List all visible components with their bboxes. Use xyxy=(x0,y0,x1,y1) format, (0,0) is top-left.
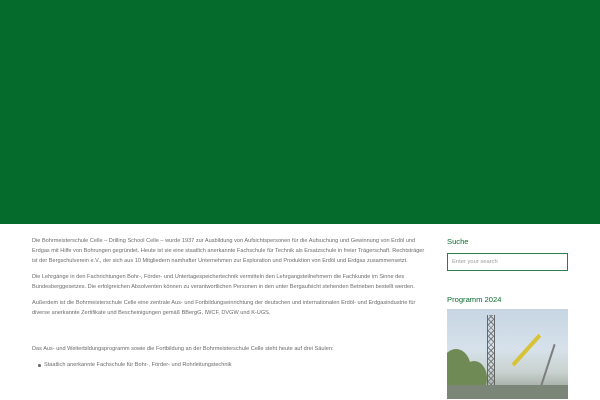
crane-arm-shape xyxy=(512,334,542,366)
pillars-list xyxy=(32,360,428,370)
intro-paragraph: Die Bohrmeisterschule Celle – Drilling School Celle – wurde 1937 zur Ausbildung von Aufsichtspersonen für die Aufsuchung und Gewinnung von Erdöl und Erdgas mit Hilfe von Bohrungen gegründet. Heute ist sie eine staatlich anerkannte Fachschule für Technik als Ersatzschule in freier Trägerschaft. Rechtsträger ist der Bergschulverein e.V., der sich aus 10 Mitgliedern namhafter Unternehmen zur Exploration und Produktion von Erdöl und Erdgas zusammensetzt. xyxy=(32,238,425,265)
training-center-paragraph: Außerdem ist die Bohrmeisterschule Celle eine zentrale Aus- und Fortbildungseinrichtung der deutschen und internationalen Erdöl- und Erdgasindustrie für diverse anerkannte Zertifikate und Bescheinigungen gemäß BBergG, IWCF, DVGW und K-UGS. xyxy=(32,300,416,317)
search-box[interactable] xyxy=(447,253,568,271)
ground-shape xyxy=(447,385,568,399)
program-widget-title: Programm 2024 xyxy=(447,295,502,304)
sidebar xyxy=(447,236,568,399)
list-item: Staatlich anerkannte Fachschule für Bohr-, Förder- und Rohrleitungstechnik xyxy=(32,360,428,370)
search-widget-title: Suche xyxy=(447,237,469,246)
pillars-paragraph: Das Aus- und Weiterbildungsprogramm sowie die Fortbildung an der Bohrmeisterschule Celle steht heute auf drei Säulen: xyxy=(32,346,334,353)
program-image[interactable] xyxy=(447,309,568,399)
main-content xyxy=(32,236,428,370)
courses-paragraph: Die Lehrgänge in den Fachrichtungen Bohr-, Förder- und Untertagespeichertechnik vermitteln den Lehrgangsteilnehmern die Fachkunde im Sinne des Bundesberggesetzes. Die erfolgreichen Absolventen können zu verantwortlichen Personen in den unter Bergaufsicht stehenden Betrieben bestellt werden. xyxy=(32,274,415,291)
search-input[interactable] xyxy=(452,259,563,265)
